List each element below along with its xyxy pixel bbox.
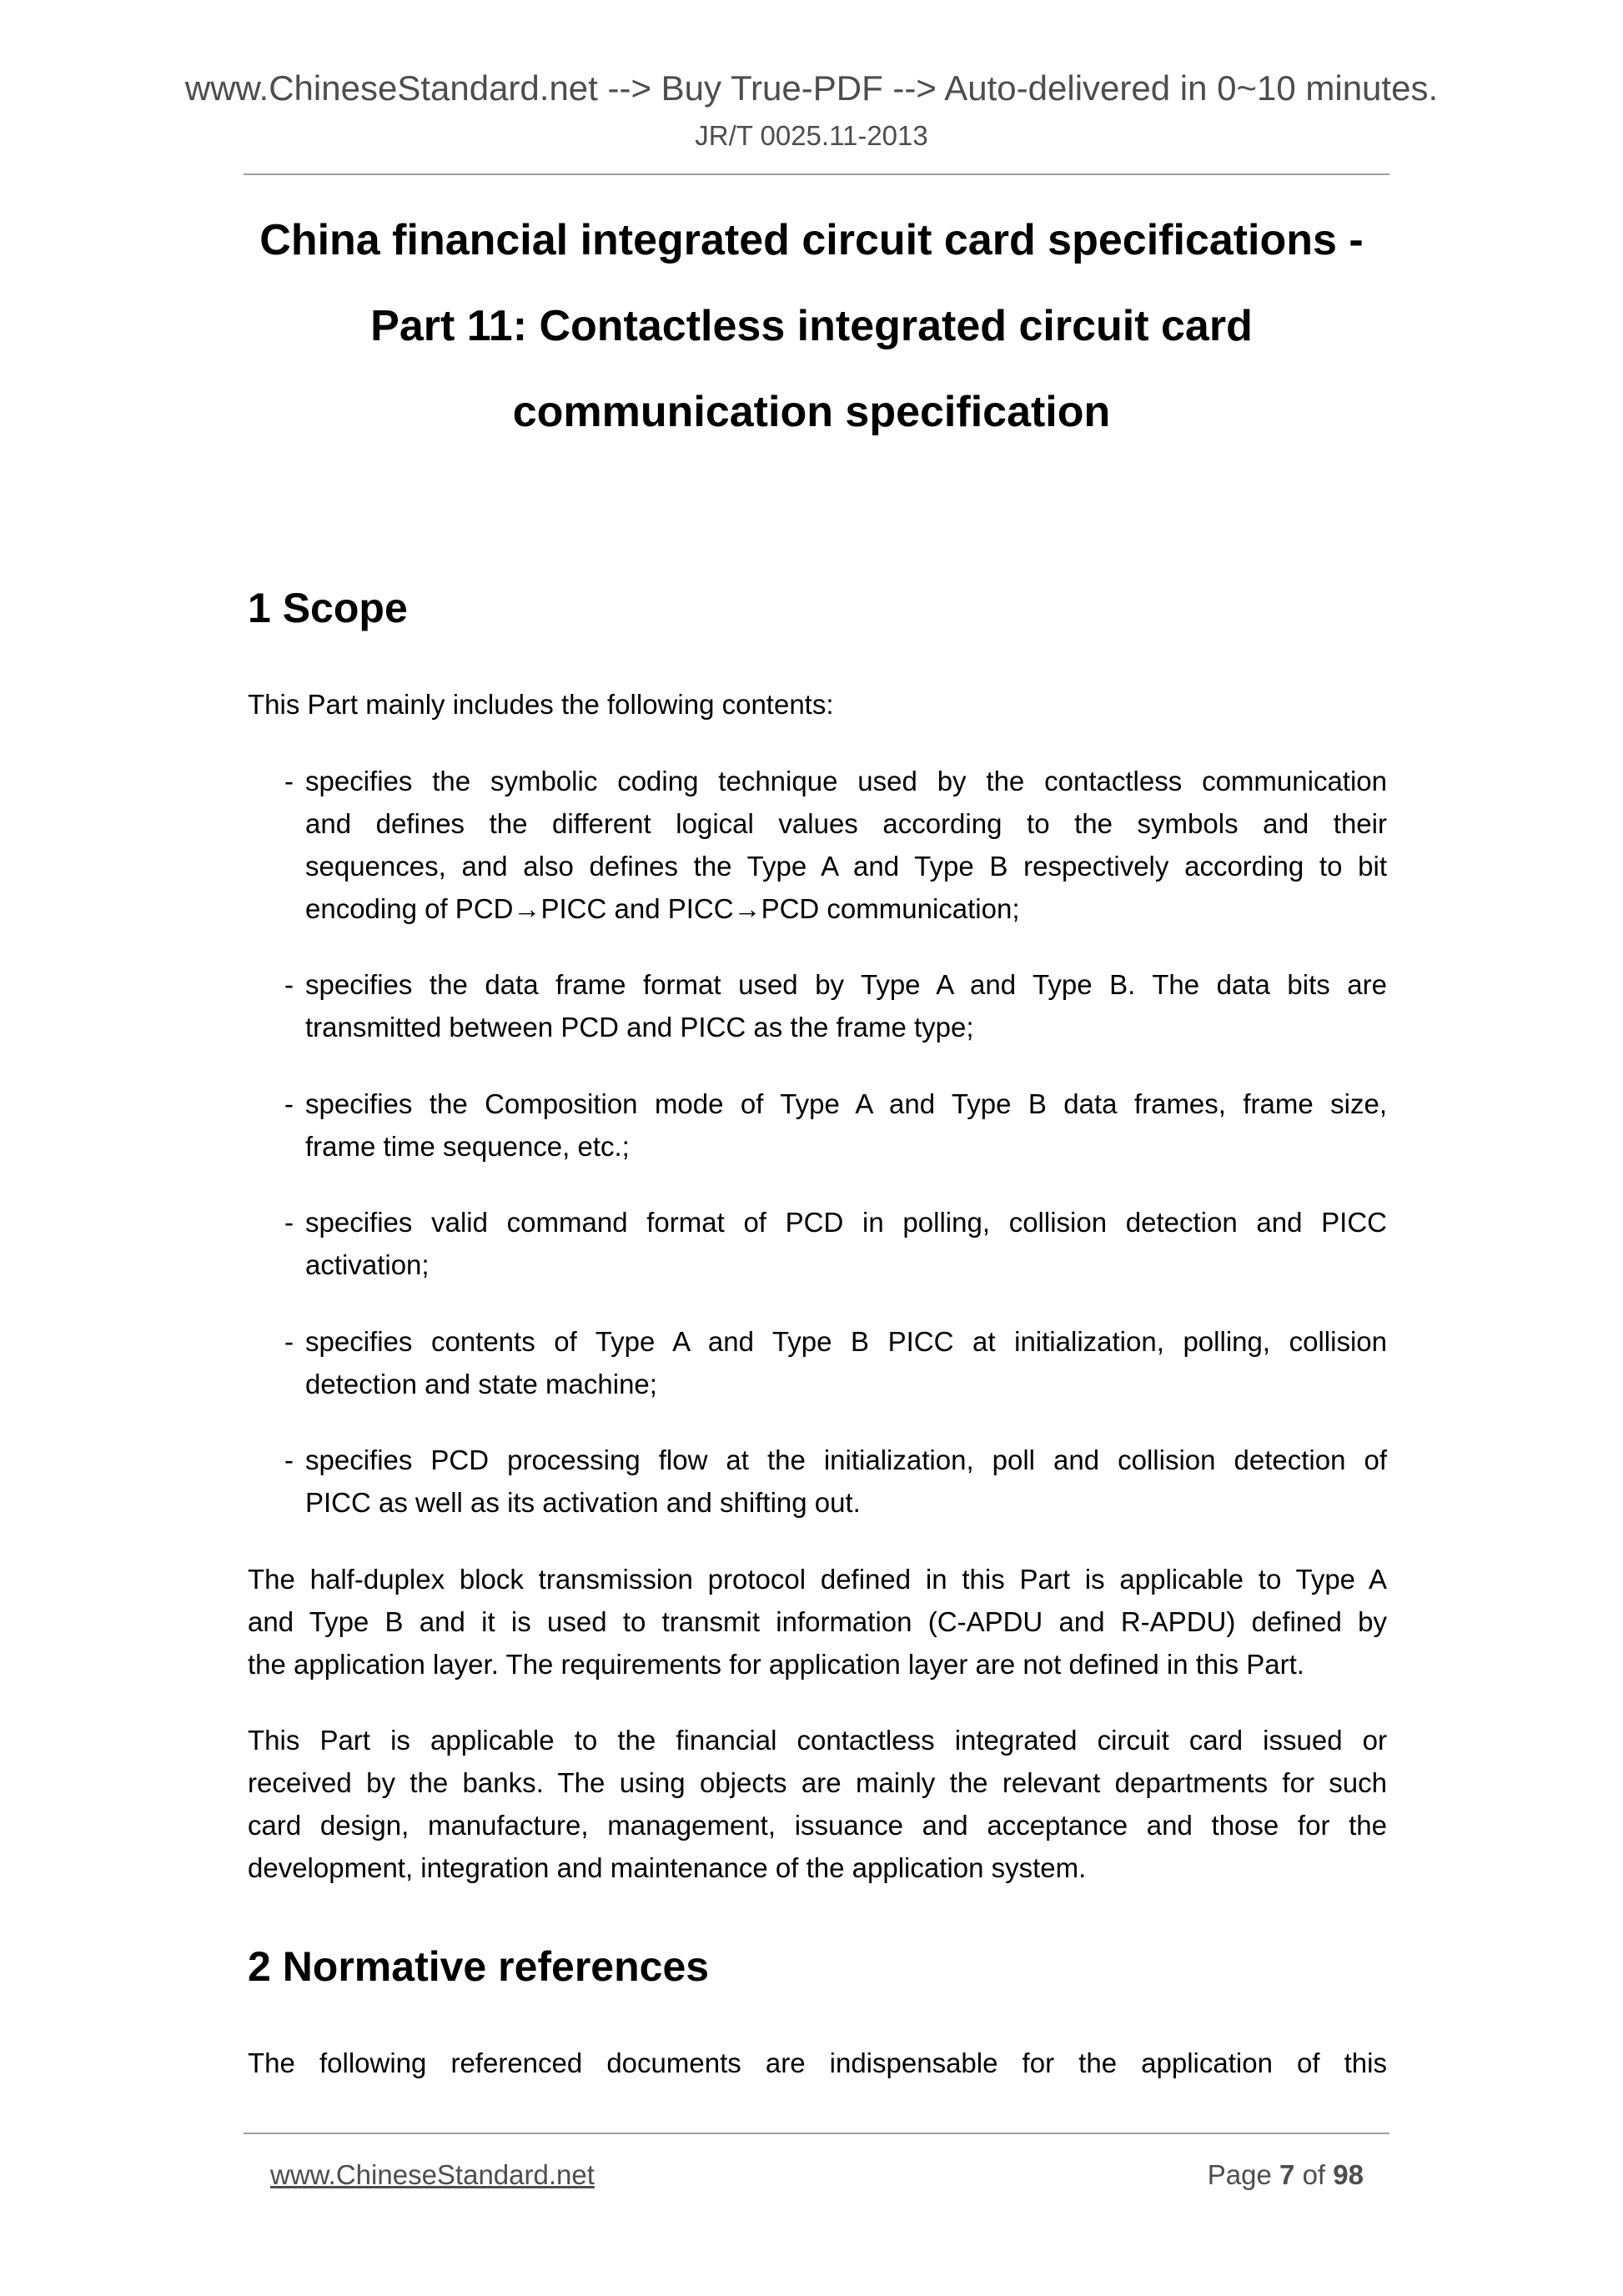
scope-bullet-item: [284, 760, 1387, 930]
header-banner: www.ChineseStandard.net --> Buy True-PDF --> Auto-delivered in 0~10 minutes.: [184, 68, 1439, 108]
text-line: specifies the data frame format used by Type A and Type B. The data bits are: [305, 969, 1387, 1000]
text-line: card design, manufacture, management, issuance and acceptance and those for the: [248, 1810, 1387, 1841]
text-line: and Type B and it is used to transmit information (C-APDU and R-APDU) defined by: [248, 1606, 1387, 1637]
text-line: This Part is applicable to the financial contactless integrated circuit card issued or: [248, 1725, 1387, 1756]
scope-bullet-item: [284, 963, 1387, 1048]
text-line: the application layer. The requirements for application layer are not defined in this Part.: [248, 1649, 1304, 1680]
text-line: transmitted between PCD and PICC as the frame type;: [305, 1012, 974, 1042]
page-label: Page: [1207, 2159, 1272, 2190]
doc-title-line-2: Part 11: Contactless integrated circuit card: [370, 302, 1253, 350]
text-line: activation;: [305, 1249, 430, 1280]
text-line: The half-duplex block transmission protocol defined in this Part is applicable to Type A: [248, 1564, 1387, 1595]
doc-title-line-1: China financial integrated circuit card specifications -: [259, 216, 1364, 264]
scope-bullet-item: [284, 1083, 1387, 1168]
text-line: specifies PCD processing flow at the initialization, poll and collision detection of: [305, 1444, 1387, 1475]
scope-bullet-item: [284, 1439, 1387, 1524]
bullet-dash: -: [284, 969, 294, 1000]
header-divider: [244, 173, 1389, 175]
page-of-label: of: [1302, 2159, 1326, 2190]
bullet-dash: -: [284, 1444, 294, 1475]
section-heading-scope: 1 Scope: [248, 585, 408, 631]
text-line: PICC as well as its activation and shifting out.: [305, 1487, 861, 1518]
normative-references-paragraph: [248, 2042, 1387, 2084]
total-pages: 98: [1333, 2159, 1364, 2190]
text-line: The following referenced documents are indispensable for the application of this: [248, 2047, 1387, 2078]
text-line: encoding of PCD→PICC and PICC→PCD communication;: [305, 893, 1020, 924]
footer-divider: [244, 2133, 1389, 2134]
text-line: specifies valid command format of PCD in polling, collision detection and PICC: [305, 1207, 1387, 1238]
text-line: specifies the Composition mode of Type A and Type B data frames, frame size,: [305, 1088, 1387, 1119]
scope-bullet-item: [284, 1201, 1387, 1286]
scope-paragraph-1: [248, 1558, 1387, 1686]
bullet-dash: -: [284, 766, 294, 796]
footer-website-link[interactable]: www.ChineseStandard.net: [270, 2159, 595, 2190]
text-line: specifies contents of Type A and Type B PICC at initialization, polling, collision: [305, 1326, 1387, 1357]
bullet-dash: -: [284, 1207, 294, 1238]
text-line: and defines the different logical values according to the symbols and their: [305, 808, 1387, 839]
text-line: specifies the symbolic coding technique used by the contactless communication: [305, 766, 1387, 796]
text-line: frame time sequence, etc.;: [305, 1131, 630, 1162]
text-line: development, integration and maintenance of the application system.: [248, 1852, 1087, 1883]
text-line: detection and state machine;: [305, 1369, 657, 1399]
bullet-dash: -: [284, 1326, 294, 1357]
scope-intro: This Part mainly includes the following contents:: [248, 689, 834, 720]
bullet-dash: -: [284, 1088, 294, 1119]
section-heading-normative-references: 2 Normative references: [248, 1943, 710, 1990]
page-indicator: [1208, 2157, 1364, 2193]
scope-bullet-item: [284, 1320, 1387, 1405]
scope-paragraph-2: [248, 1719, 1387, 1889]
doc-title-line-3: communication specification: [512, 388, 1111, 436]
doc-code: JR/T 0025.11-2013: [695, 120, 928, 151]
text-line: sequences, and also defines the Type A and Type B respectively according to bit: [305, 851, 1387, 882]
current-page: 7: [1279, 2159, 1295, 2190]
text-line: received by the banks. The using objects are mainly the relevant departments for such: [248, 1767, 1387, 1798]
